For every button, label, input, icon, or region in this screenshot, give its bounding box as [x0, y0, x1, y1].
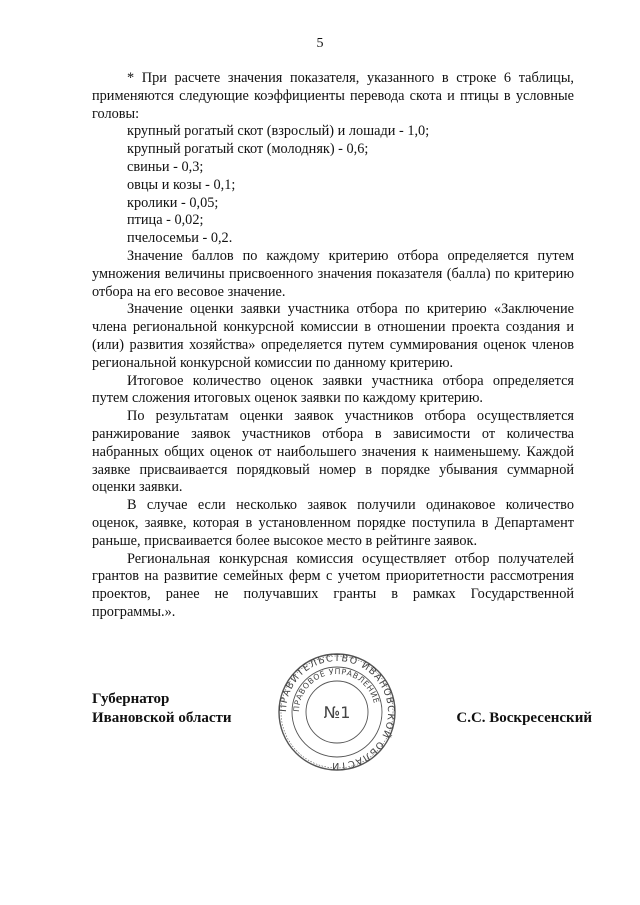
intro-paragraph: * При расчете значения показателя, указанного в строке 6 таблицы, применяются следующие коэффициенты перевода скота и птицы в условные головы:: [92, 70, 574, 122]
seal-outer-text: ПРАВИТЕЛЬСТВО ИВАНОВСКОЙ ОБЛАСТИ: [277, 652, 397, 772]
list-item: свиньи - 0,3;: [127, 158, 204, 175]
signatory-title: [92, 690, 232, 728]
signatory-title-line: Губернатор: [92, 691, 170, 707]
paragraph: Значение баллов по каждому критерию отбора определяется путем умножения величины присвоенного значения показателя (балла) по критерию отбора на его весовое значение.: [92, 247, 574, 300]
paragraph: В случае если несколько заявок получили одинаковое количество оценок, заявке, которая в установленном порядке поступила в Департамент раньше, присваивается более высокое место в рейтинге заявок.: [92, 497, 574, 549]
list-item: крупный рогатый скот (взрослый) и лошади - 1,0;: [127, 123, 430, 140]
list-item: пчелосемьи - 0,2.: [127, 230, 233, 247]
paragraph: По результатам оценки заявок участников отбора осуществляется ранжирование заявок участников отбора в зависимости от количества набранных общих оценок от наибольшего значения к наименьшему. Каждой заявке присваивается порядковый номер в порядке убывания суммарной оценки заявки.: [92, 408, 574, 496]
paragraph: Значение оценки заявки участника отбора по критерию «Заключение члена региональной конкурсной комиссии в отношении проекта создания и (или) развития хозяйства» определяется путем суммирования оценок членов региональной конкурсной комиссии по данному критерию.: [92, 301, 574, 371]
coefficient-list: [92, 123, 574, 248]
document-body: [92, 70, 574, 622]
list-item: овцы и козы - 0,1;: [127, 176, 236, 193]
page-number: 5: [316, 36, 324, 51]
list-item: птица - 0,02;: [127, 212, 204, 229]
list-item: кролики - 0,05;: [127, 194, 219, 211]
paragraph: Региональная конкурсная комиссия осуществляет отбор получателей грантов на развитие семейных ферм с учетом приоритетности рассмотрения проектов, ранее не получавших гранты в рамках Государственной программы.».: [92, 550, 574, 620]
signatory-name: С.С. Воскресенский: [456, 710, 592, 726]
signatory-title-line: Ивановской области: [92, 710, 232, 726]
paragraph: Итоговое количество оценок заявки участника отбора определяется путем сложения итоговых оценок заявки по каждому критерию.: [92, 372, 574, 407]
seal-inner-text: ПРАВОВОЕ УПРАВЛЕНИЕ: [291, 666, 381, 713]
signature-block: [92, 690, 592, 750]
seal-center-text: №1: [323, 703, 351, 722]
list-item: крупный рогатый скот (молодняк) - 0,6;: [127, 141, 369, 158]
